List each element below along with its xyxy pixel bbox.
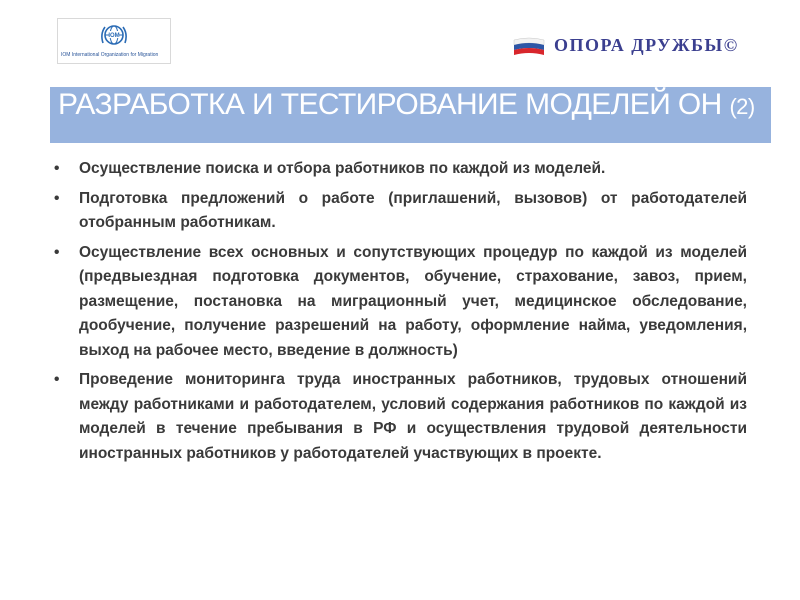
bullet-mark: • xyxy=(54,243,60,261)
bullet-list xyxy=(52,157,747,471)
title-band xyxy=(50,87,771,143)
bullet-item xyxy=(52,241,747,364)
slide-title-number: (2) xyxy=(729,94,755,119)
slide-title-main: РАЗРАБОТКА И ТЕСТИРОВАНИЕ МОДЕЛЕЙ ОН xyxy=(58,88,722,121)
bullet-text: Подготовка предложений о работе (приглашений, вызовов) от работодателей отобранным работникам. xyxy=(79,189,747,231)
bullet-mark: • xyxy=(54,189,60,207)
bullet-text: Осуществление поиска и отбора работников по каждой из моделей. xyxy=(79,160,606,177)
slide-title xyxy=(58,90,771,122)
bullet-mark: • xyxy=(54,371,60,388)
iom-logo xyxy=(57,18,171,64)
bullet-mark: • xyxy=(54,160,60,177)
bullet-item xyxy=(52,157,747,182)
bullet-text: Осуществление всех основных и сопутствующих процедур по каждой из моделей (предвыездная подготовка документов, обучение, страхование, завоз, прием, размещение, постановка на миграционный учет, медицинское обследование, дообучение, получение разрешений на работу, оформление найма, уведомления, выход на рабочее место, введение в должность) xyxy=(79,243,747,359)
opora-logo xyxy=(512,34,762,60)
opora-name: ОПОРА ДРУЖБЫ© xyxy=(554,35,739,55)
bullet-item xyxy=(52,187,747,236)
bullet-item xyxy=(52,368,747,466)
russian-flag-icon xyxy=(512,36,546,58)
svg-text:IOM: IOM xyxy=(108,33,120,39)
iom-globe-emblem-icon xyxy=(99,21,129,51)
iom-caption: IOM International Organization for Migration xyxy=(61,52,159,58)
bullet-text: Проведение мониторинга труда иностранных работников, трудовых отношений между работниками и работодателем, условий содержания работников по каждой из моделей в течение пребывания в РФ и осуществления трудовой деятельности иностранных работников у работодателей участвующих в проекте. xyxy=(79,371,747,462)
